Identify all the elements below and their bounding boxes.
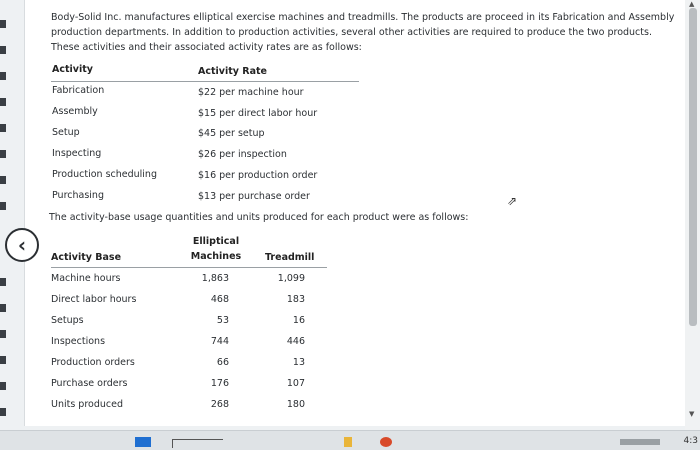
usage-treadmill-cell: 13 [292, 357, 305, 368]
strip-marker [0, 356, 6, 364]
rates-activity-cell: Assembly [52, 106, 98, 117]
usage-base-cell: Purchase orders [51, 378, 128, 389]
back-button[interactable] [5, 228, 39, 262]
usage-elliptical-cell: 66 [216, 357, 229, 368]
rates-rate-cell: $13 per purchase order [198, 191, 310, 202]
windows-start-icon[interactable] [135, 437, 151, 447]
rates-header-rule [51, 81, 359, 82]
rates-activity-cell: Production scheduling [52, 169, 157, 180]
usage-elliptical-cell: 1,863 [201, 273, 229, 284]
search-box[interactable] [172, 439, 223, 448]
strip-marker [0, 20, 6, 28]
problem-intro: Body-Solid Inc. manufactures elliptical exercise machines and treadmills. The products are proceed in its Fabrication and Assembly production departments. In addition to production activities, several other activities are required to produce the two products. These activities and their associated activity rates are as follows: [51, 12, 675, 53]
rates-activity-cell: Inspecting [52, 148, 102, 159]
strip-marker [0, 46, 6, 54]
usage-treadmill-cell: 107 [286, 378, 305, 389]
usage-elliptical-cell: 468 [210, 294, 229, 305]
scroll-thumb[interactable] [689, 8, 697, 326]
usage-header-treadmill: Treadmill [265, 252, 315, 263]
usage-treadmill-cell: 183 [286, 294, 305, 305]
scroll-down-arrow-icon[interactable]: ▼ [689, 410, 695, 418]
strip-marker [0, 150, 6, 158]
rates-activity-cell: Fabrication [52, 85, 105, 96]
vertical-scrollbar[interactable] [685, 0, 700, 430]
usage-base-cell: Inspections [51, 336, 106, 347]
rates-rate-cell: $22 per machine hour [198, 87, 304, 98]
rates-rate-cell: $16 per production order [198, 170, 318, 181]
strip-marker [0, 382, 6, 390]
question-panel [17, 0, 685, 426]
usage-treadmill-cell: 16 [292, 315, 305, 326]
rates-activity-cell: Setup [52, 127, 80, 138]
chevron-left-icon: ‹ [17, 233, 27, 257]
usage-base-cell: Machine hours [51, 273, 121, 284]
rates-activity-cell: Purchasing [52, 190, 104, 201]
scroll-up-arrow-icon[interactable]: ▲ [689, 0, 695, 8]
usage-header-elliptical-line1: Elliptical [192, 236, 240, 247]
strip-marker [0, 124, 6, 132]
chrome-icon[interactable] [380, 437, 392, 447]
taskbar [0, 430, 700, 450]
strip-marker [0, 202, 6, 210]
rates-rate-cell: $26 per inspection [198, 149, 287, 160]
usage-treadmill-cell: 1,099 [277, 273, 305, 284]
strip-marker [0, 72, 6, 80]
strip-marker [0, 330, 6, 338]
usage-base-cell: Production orders [51, 357, 135, 368]
usage-treadmill-cell: 180 [286, 399, 305, 410]
mouse-cursor-icon: ⇗ [507, 194, 518, 208]
usage-elliptical-cell: 268 [210, 399, 229, 410]
usage-header-rule [51, 267, 327, 268]
usage-base-cell: Direct labor hours [51, 294, 137, 305]
left-edge-strip [0, 0, 22, 430]
file-explorer-icon[interactable] [344, 437, 352, 447]
usage-treadmill-cell: 446 [286, 336, 305, 347]
usage-elliptical-cell: 744 [210, 336, 229, 347]
strip-marker [0, 278, 6, 286]
usage-base-cell: Setups [51, 315, 84, 326]
strip-marker [0, 176, 6, 184]
usage-header-elliptical-line2: Machines [190, 251, 242, 262]
usage-intro: The activity-base usage quantities and units produced for each product were as follows: [49, 212, 469, 223]
usage-elliptical-cell: 176 [210, 378, 229, 389]
rates-rate-cell: $45 per setup [198, 128, 265, 139]
usage-elliptical-cell: 53 [216, 315, 229, 326]
strip-marker [0, 408, 6, 416]
rates-header-activity: Activity [52, 64, 93, 75]
strip-marker [0, 98, 6, 106]
usage-base-cell: Units produced [51, 399, 123, 410]
system-tray-icons[interactable] [620, 439, 660, 445]
rates-rate-cell: $15 per direct labor hour [198, 108, 318, 119]
strip-marker [0, 304, 6, 312]
usage-header-base: Activity Base [51, 252, 122, 263]
rates-header-rate: Activity Rate [198, 66, 267, 77]
taskbar-clock[interactable]: 4:3 [683, 436, 698, 446]
